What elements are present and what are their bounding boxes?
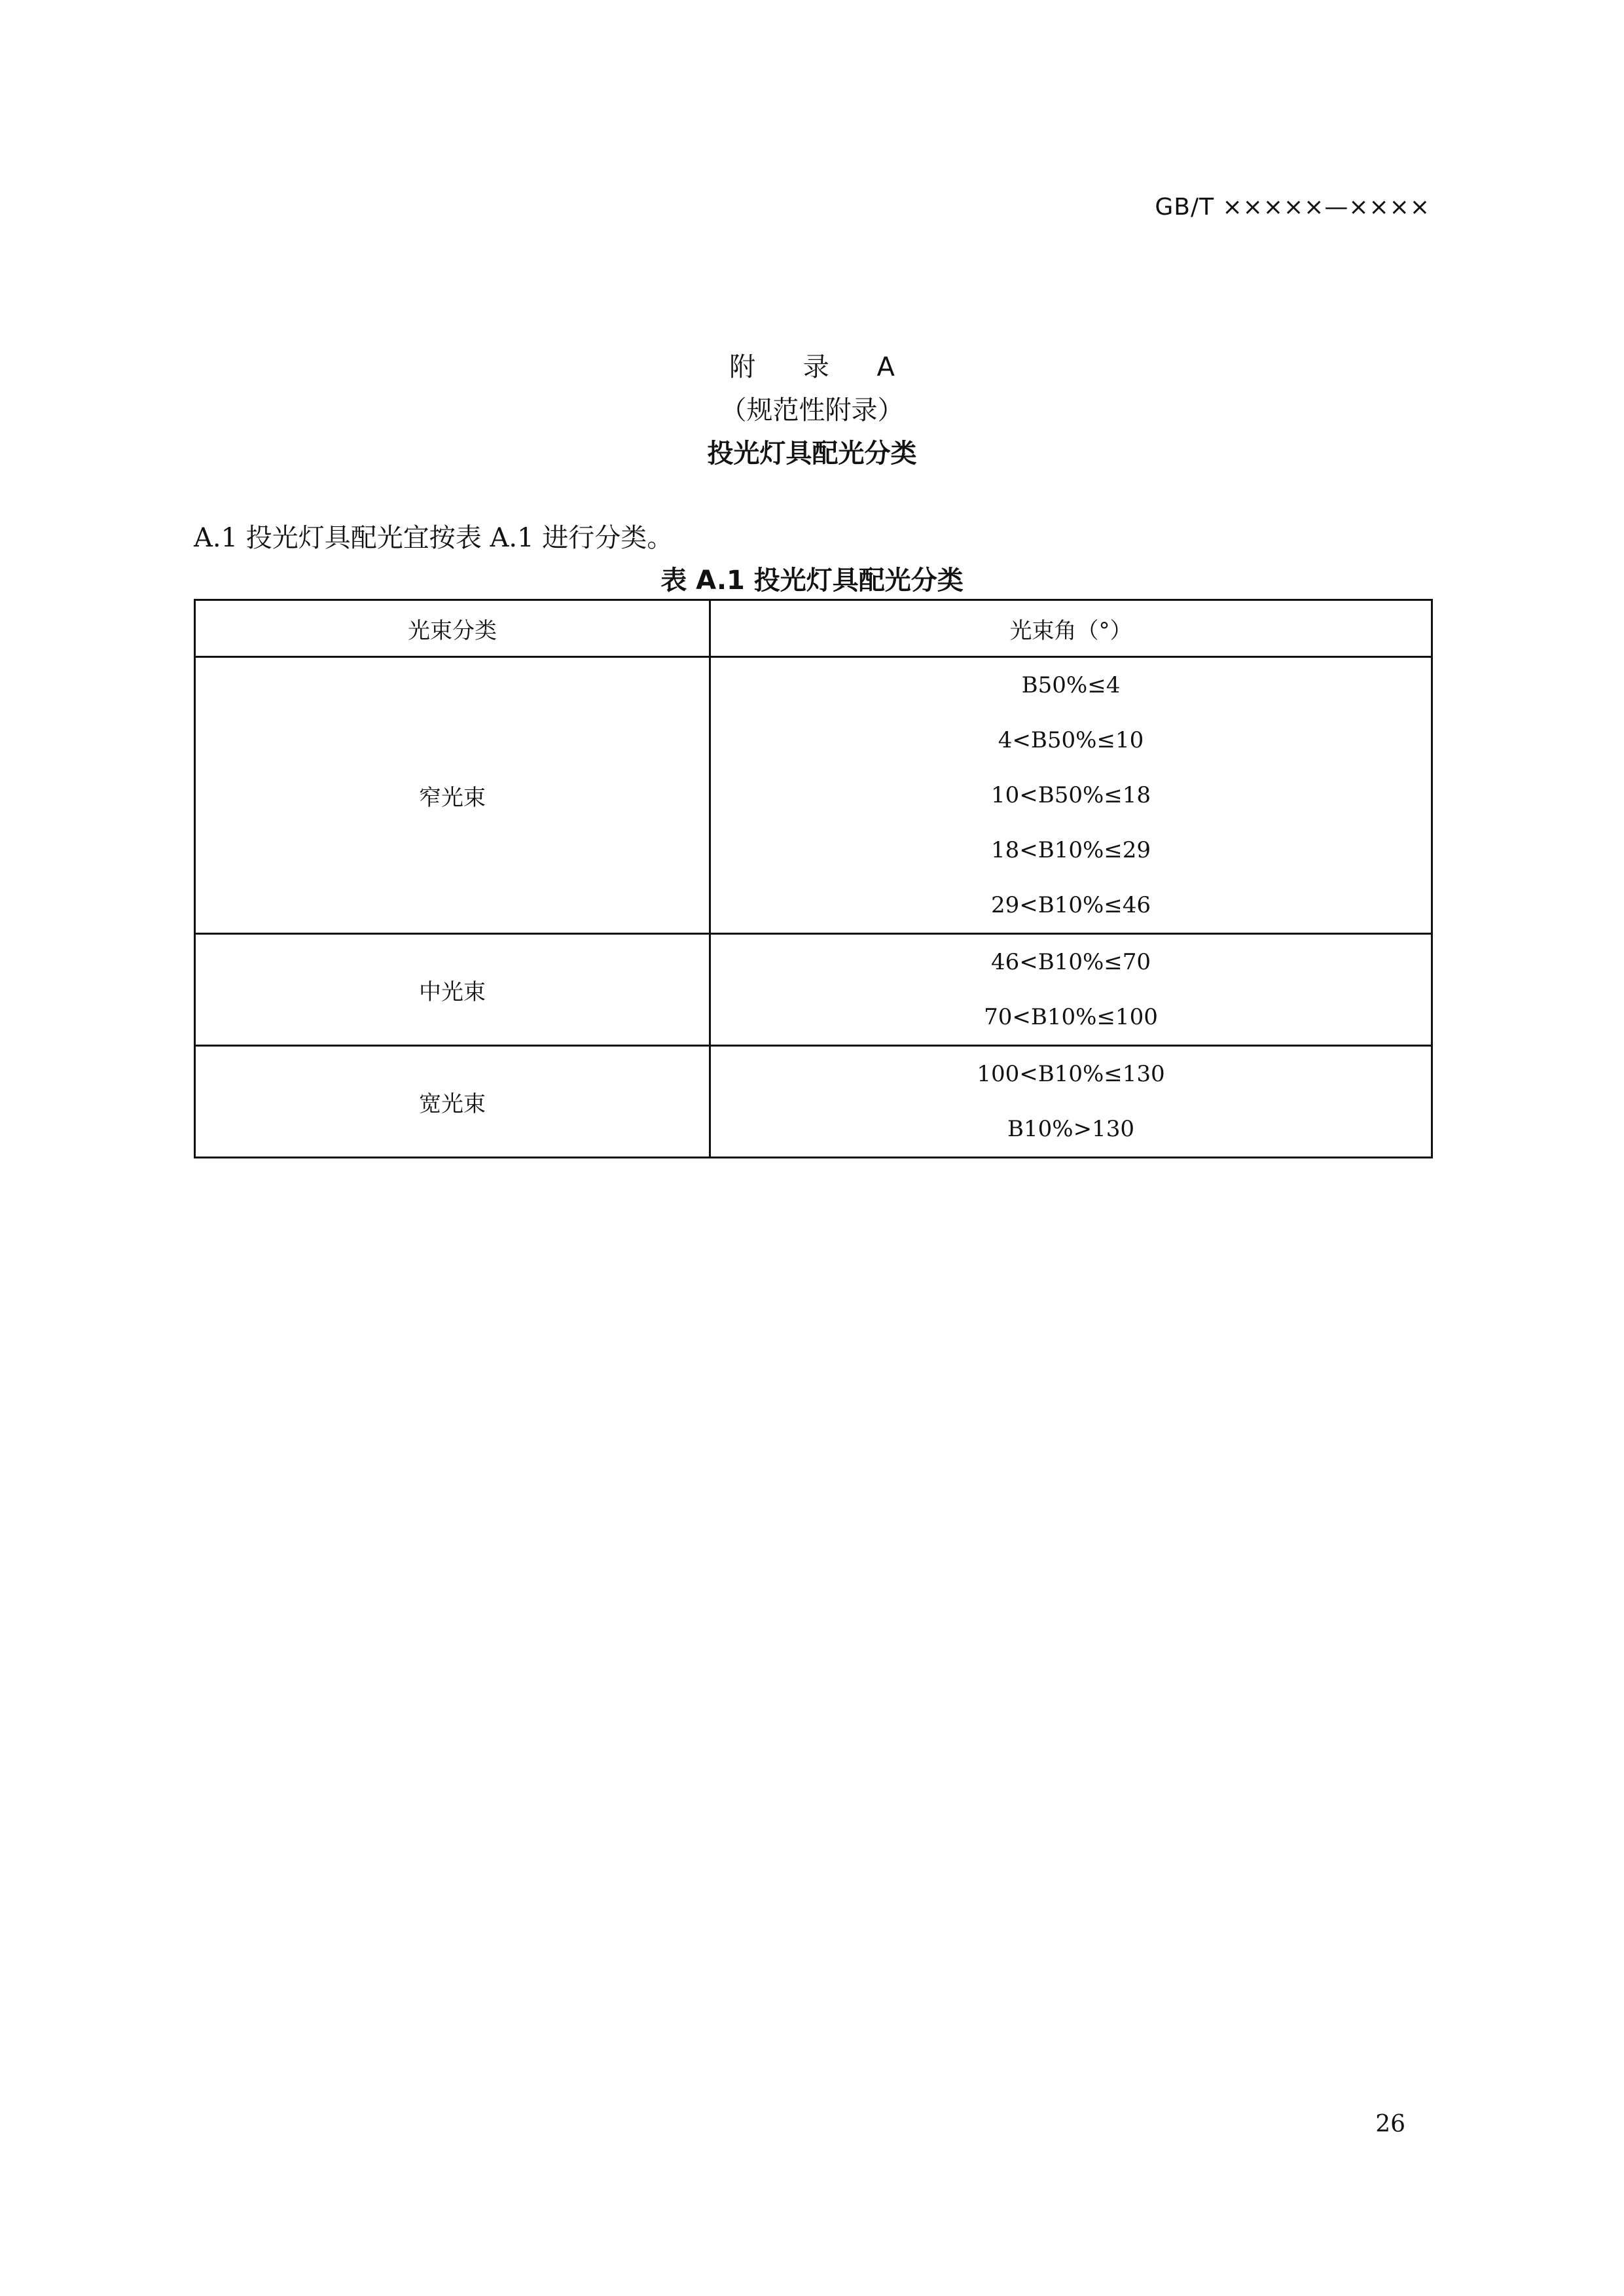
beam-angle-value: 10<B50%≤18	[990, 782, 1151, 808]
appendix-label: 附 录 A	[729, 352, 914, 382]
beam-angle-value: 46<B10%≤70	[990, 949, 1151, 975]
beam-angle-value: 4<B50%≤10	[998, 727, 1144, 753]
body-paragraph: A.1 投光灯具配光宜按表 A.1 进行分类。	[194, 523, 674, 553]
table-row-wide	[195, 1046, 1432, 1158]
appendix-type: （规范性附录）	[720, 395, 904, 425]
header-beam-angle: 光束角（°）	[710, 600, 1432, 657]
category-medium: 中光束	[195, 934, 710, 1046]
beam-angle-value: 18<B10%≤29	[990, 837, 1151, 863]
table-caption: 表 A.1 投光灯具配光分类	[660, 565, 964, 596]
beam-angle-value: B10%>130	[1007, 1116, 1134, 1142]
values-wide	[710, 1046, 1432, 1158]
table-row-medium	[195, 934, 1432, 1046]
category-narrow: 窄光束	[195, 657, 710, 934]
category-wide: 宽光束	[195, 1046, 710, 1158]
document-code: GB/T ×××××—××××	[1155, 194, 1430, 221]
beam-classification-table	[194, 599, 1433, 1158]
table-row-narrow	[195, 657, 1432, 934]
appendix-title: 投光灯具配光分类	[707, 439, 917, 469]
beam-angle-value: 70<B10%≤100	[984, 1004, 1158, 1030]
beam-angle-value: 29<B10%≤46	[990, 892, 1151, 918]
appendix-heading	[0, 346, 1624, 475]
values-medium	[710, 934, 1432, 1046]
values-narrow	[710, 657, 1432, 934]
table-header-row	[195, 600, 1432, 657]
beam-angle-value: 100<B10%≤130	[977, 1061, 1165, 1087]
beam-angle-value: B50%≤4	[1021, 672, 1121, 698]
page-number: 26	[1375, 2111, 1405, 2138]
header-beam-class: 光束分类	[195, 600, 710, 657]
